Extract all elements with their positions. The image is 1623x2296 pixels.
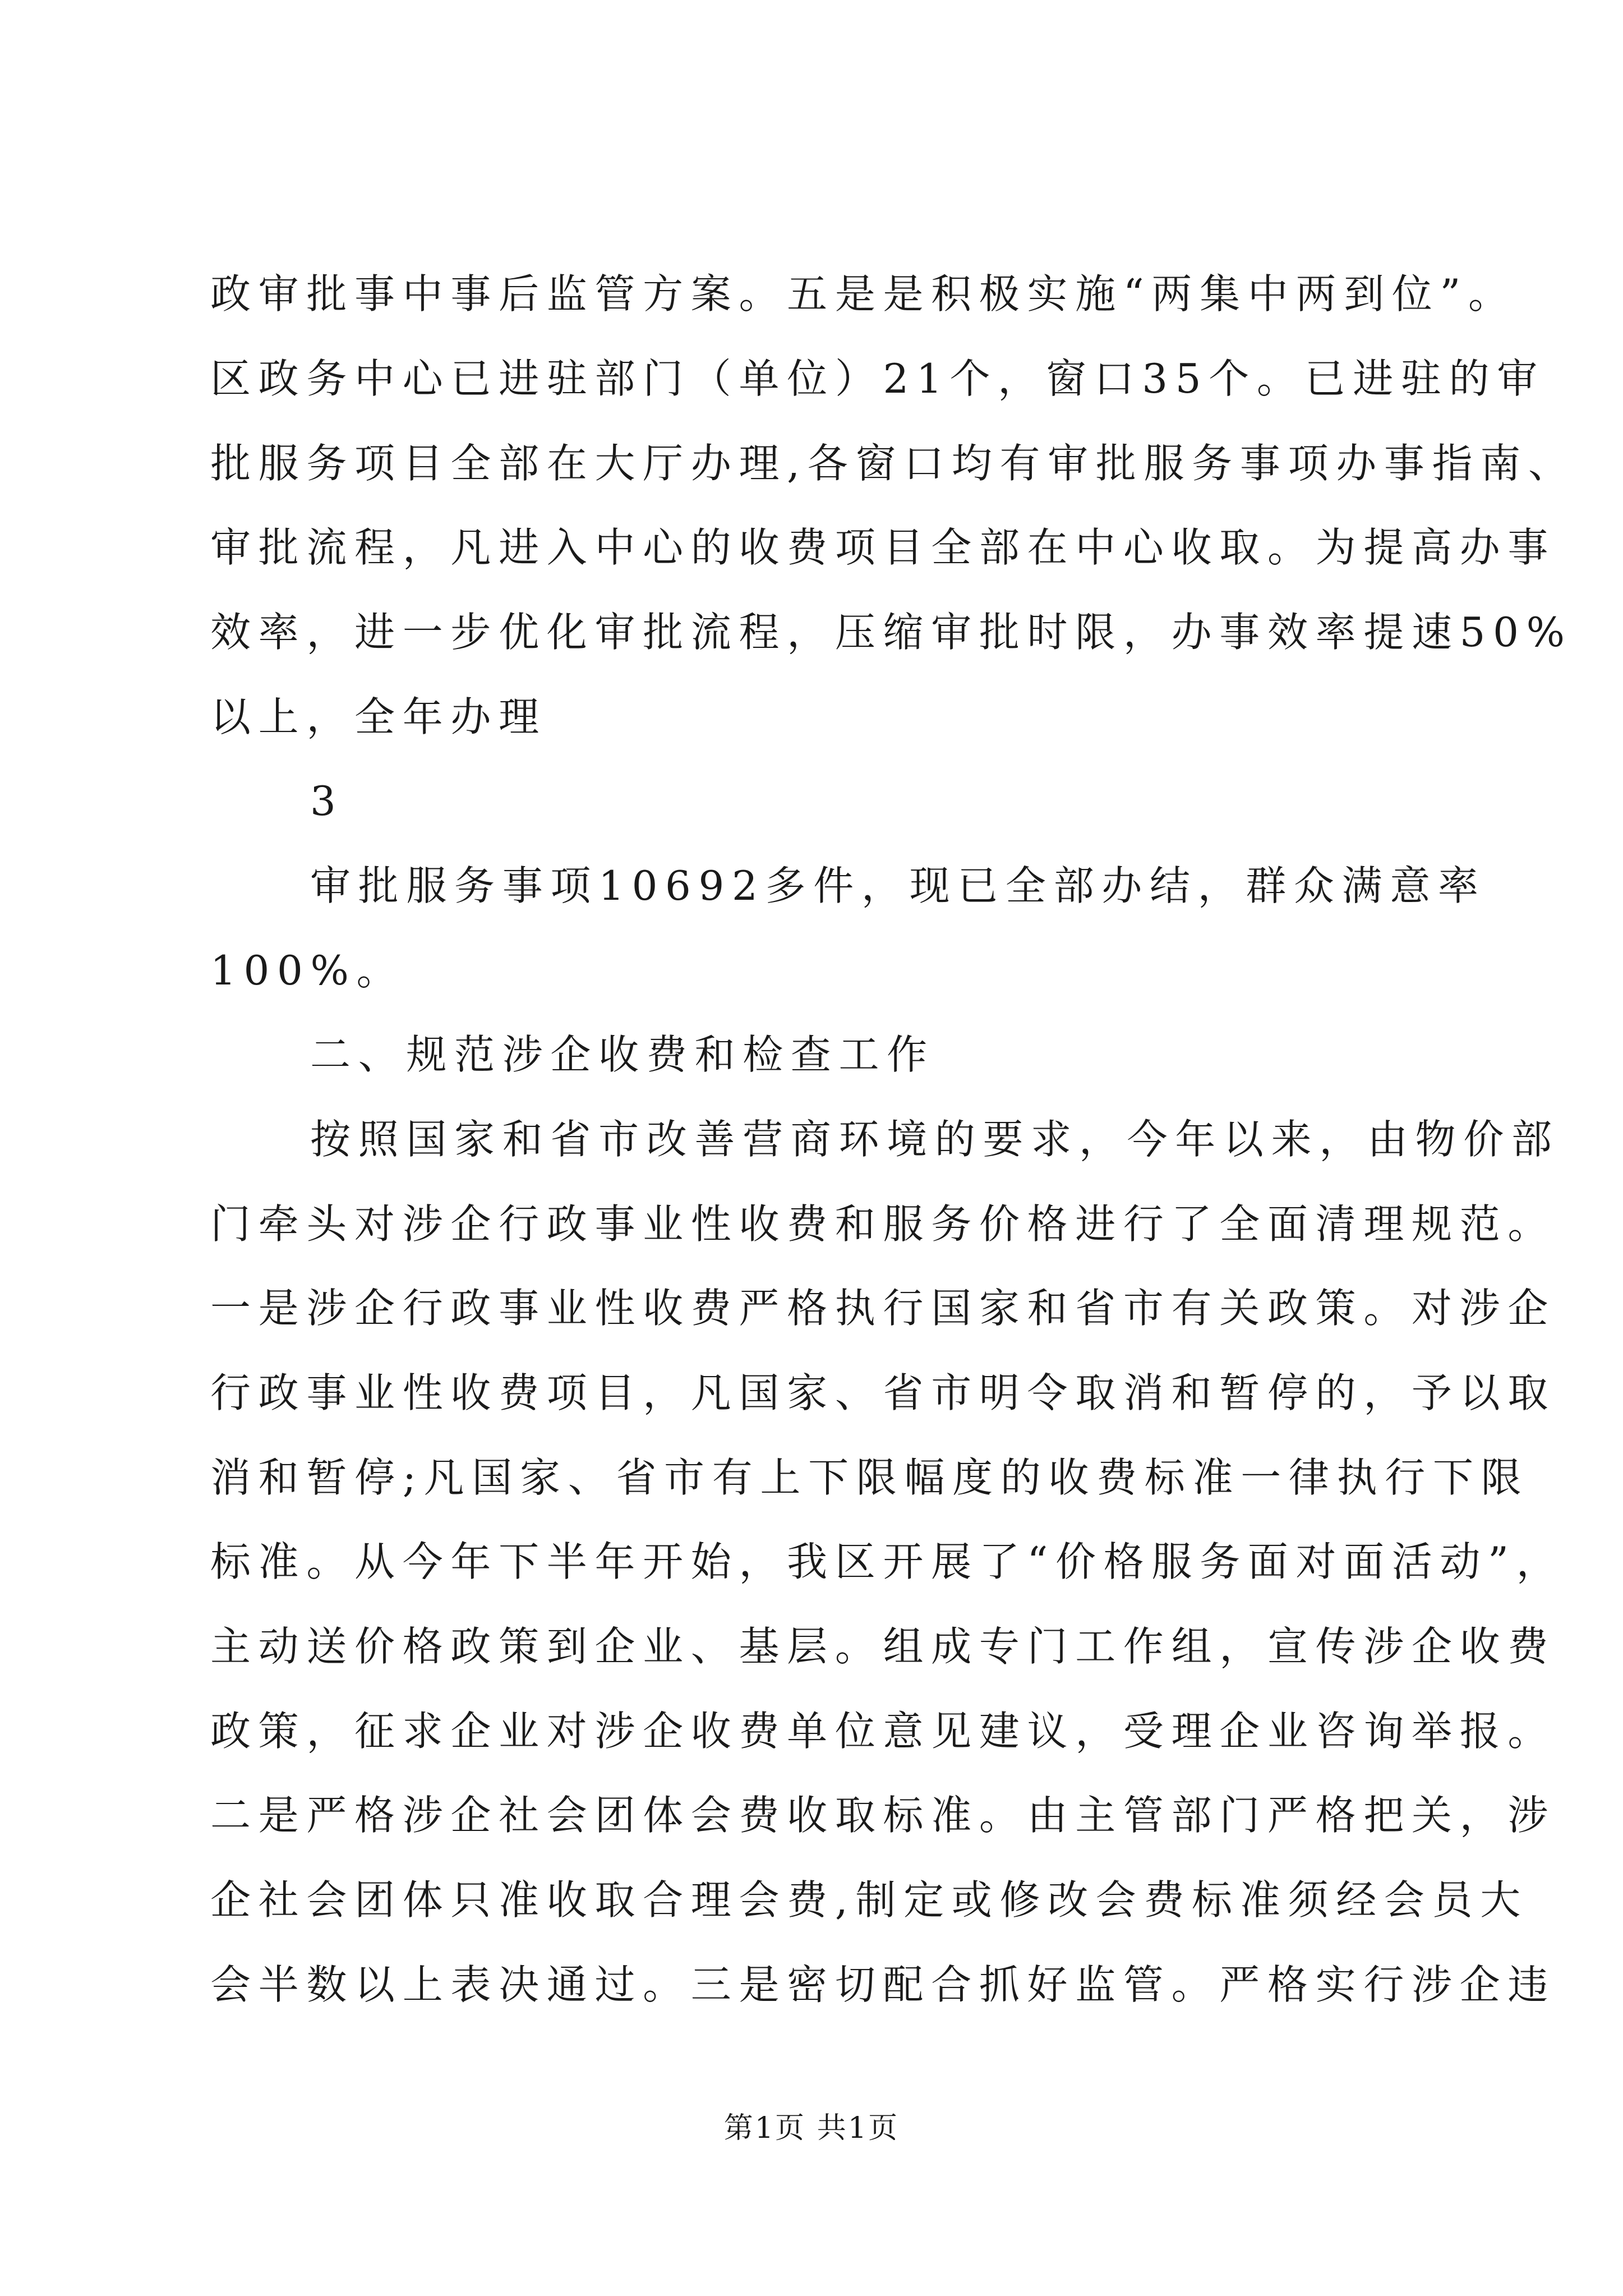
body-line-19: 二是严格涉企社会团体会费收取标准。由主管部门严格把关，涉: [210, 1792, 1556, 1839]
body-line-5: 效率，进一步优化审批流程，压缩审批时限，办事效率提速50%: [210, 609, 1573, 656]
body-line-1: 政审批事中事后监管方案。五是是积极实施“两集中两到位”。: [210, 270, 1516, 318]
body-line-9: 100%。: [210, 947, 405, 994]
page-number-marker: 3: [310, 777, 344, 825]
body-line-13: 一是涉企行政事业性收费严格执行国家和省市有关政策。对涉企: [210, 1285, 1556, 1332]
body-line-3: 批服务项目全部在大厅办理,各窗口均有审批服务事项办事指南、: [210, 440, 1576, 487]
body-line-14: 行政事业性收费项目，凡国家、省市明令取消和暂停的，予以取: [210, 1369, 1556, 1416]
section-heading: 二、规范涉企收费和检查工作: [310, 1031, 935, 1078]
body-line-8: 审批服务事项10692多件，现已全部办结，群众满意率: [310, 862, 1486, 909]
body-line-15: 消和暂停;凡国家、省市有上下限幅度的收费标准一律执行下限: [210, 1454, 1529, 1501]
body-line-4: 审批流程，凡进入中心的收费项目全部在中心收取。为提高办事: [210, 524, 1556, 571]
body-line-2: 区政务中心已进驻部门（单位）21个，窗口35个。已进驻的审: [210, 355, 1545, 402]
body-line-11: 按照国家和省市改善营商环境的要求，今年以来，由物价部: [310, 1116, 1560, 1163]
page-footer: 第1页 共1页: [723, 2111, 900, 2145]
body-line-6: 以上，全年办理: [210, 693, 547, 740]
body-line-12: 门牵头对涉企行政事业性收费和服务价格进行了全面清理规范。: [210, 1200, 1556, 1248]
body-line-16: 标准。从今年下半年开始，我区开展了“价格服务面对面活动”，: [210, 1538, 1565, 1585]
body-line-21: 会半数以上表决通过。三是密切配合抓好监管。严格实行涉企违: [210, 1961, 1556, 2008]
body-line-18: 政策，征求企业对涉企收费单位意见建议，受理企业咨询举报。: [210, 1708, 1556, 1755]
body-line-20: 企社会团体只准收取合理会费,制定或修改会费标准须经会员大: [210, 1876, 1528, 1924]
body-line-17: 主动送价格政策到企业、基层。组成专门工作组，宣传涉企收费: [210, 1623, 1556, 1670]
